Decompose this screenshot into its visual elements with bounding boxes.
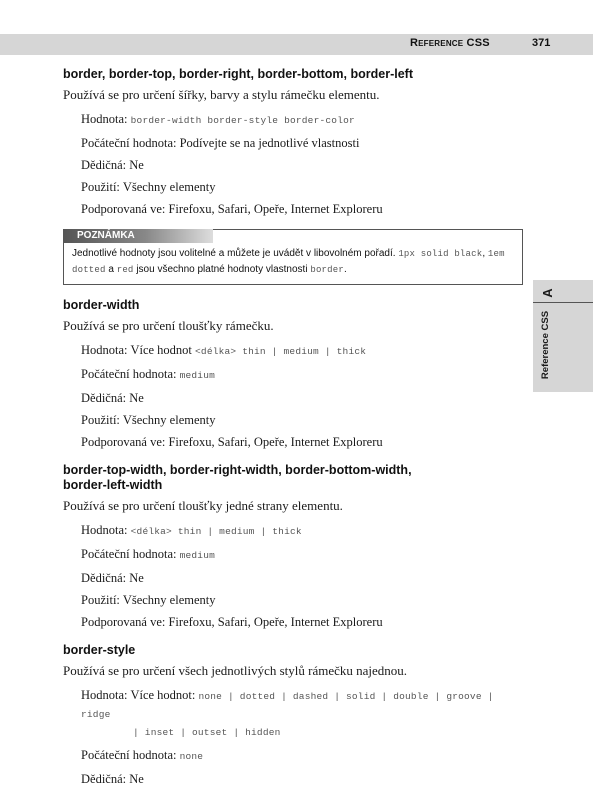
prop-pocatecni [81, 366, 523, 384]
prop-value: Všechny elementy [122, 413, 216, 427]
page-number: 371 [532, 37, 551, 49]
section-title-line: border-top-width, border-right-width, border-bottom-width, [63, 463, 412, 477]
section-desc-border-side-width: Používá se pro určení tloušťky jedné strany elementu. [63, 498, 343, 513]
prop-label: Použití: [81, 413, 120, 427]
prop-hodnota [81, 342, 523, 360]
section-title-line: border-left-width [63, 478, 163, 492]
prop-value: Firefoxu, Safari, Opeře, Internet Exploreru [168, 615, 383, 629]
note-text [64, 243, 522, 278]
prop-label: Podporovaná ve: [81, 615, 166, 629]
note-code: 1em dotted [72, 249, 505, 275]
prop-label: Počáteční hodnota: [81, 547, 177, 561]
prop-value-code: medium [179, 550, 215, 561]
header-bar [0, 34, 593, 55]
note-box [63, 229, 523, 285]
prop-hodnota [81, 111, 523, 129]
prop-dedicna [81, 570, 523, 586]
note-sep: , [482, 248, 486, 259]
prop-value-code: medium [179, 370, 215, 381]
note-code: 1px solid black [398, 249, 483, 259]
prop-hodnota [81, 522, 523, 540]
prop-pouziti [81, 179, 523, 195]
section-title-border: border, border-top, border-right, border-bottom, border-left [63, 67, 413, 81]
prop-podporovana [81, 434, 523, 450]
side-tab-label: Reference CSS [540, 310, 551, 380]
side-tab-divider [533, 302, 593, 303]
prop-value: Ne [129, 158, 144, 172]
prop-label: Počáteční hodnota: [81, 136, 177, 150]
prop-label: Dědičná: [81, 391, 127, 405]
note-code: border [310, 265, 344, 275]
section-title-border-side-width [63, 463, 523, 493]
running-header-title: Reference CSS [410, 37, 490, 49]
prop-label: Hodnota: [81, 523, 128, 537]
note-text-part: Jednotlivé hodnoty jsou volitelné a můžete je uvádět v libovolném pořadí. [72, 248, 396, 259]
prop-dedicna [81, 390, 523, 406]
section-desc-border-style: Používá se pro určení všech jednotlivých stylů rámečku najednou. [63, 663, 408, 678]
prop-value: Firefoxu, Safari, Opeře, Internet Exploreru [168, 435, 383, 449]
prop-label: Hodnota: [81, 688, 128, 702]
prop-value-code: none [179, 751, 204, 762]
section-desc-border: Používá se pro určení šířky, barvy a stylu rámečku elementu. [63, 87, 380, 102]
prop-value-code: border-width border-style border-color [130, 115, 355, 126]
prop-pocatecni [81, 135, 523, 151]
prop-label: Hodnota: [81, 343, 128, 357]
prop-label: Podporovaná ve: [81, 435, 166, 449]
prop-label: Počáteční hodnota: [81, 748, 177, 762]
prop-value-code: | inset | outset | hidden [133, 727, 281, 738]
prop-value: Ne [129, 391, 144, 405]
prop-label: Podporovaná ve: [81, 202, 166, 216]
prop-value: Ne [129, 571, 144, 585]
prop-value-code: <délka> thin | medium | thick [130, 526, 302, 537]
prop-label: Použití: [81, 180, 120, 194]
prop-dedicna [81, 157, 523, 173]
prop-value-prefix: Více hodnot [130, 343, 192, 357]
prop-pouziti [81, 592, 523, 608]
prop-pouziti [81, 412, 523, 428]
prop-value: Všechny elementy [122, 593, 216, 607]
prop-label: Dědičná: [81, 571, 127, 585]
note-end: . [343, 264, 347, 275]
prop-dedicna [81, 771, 523, 787]
prop-value-code: none | dotted | dashed | solid | double | groove | ridge [81, 691, 494, 720]
prop-hodnota-continuation [133, 723, 523, 741]
prop-value-code: <délka> thin | medium | thick [195, 346, 367, 357]
prop-value: Ne [129, 772, 144, 786]
prop-value: Všechny elementy [122, 180, 216, 194]
prop-label: Použití: [81, 593, 120, 607]
prop-label: Hodnota: [81, 112, 128, 126]
prop-value: Firefoxu, Safari, Opeře, Internet Exploreru [168, 202, 383, 216]
note-text-part: jsou všechno platné hodnoty vlastnosti [136, 264, 308, 275]
prop-value-prefix: Více hodnot: [130, 688, 196, 702]
prop-podporovana [81, 614, 523, 630]
prop-label: Dědičná: [81, 158, 127, 172]
note-and: a [108, 264, 114, 275]
prop-hodnota [81, 687, 523, 723]
prop-label: Dědičná: [81, 772, 127, 786]
prop-podporovana [81, 201, 523, 217]
note-label: POZNÁMKA [63, 229, 213, 243]
prop-label: Počáteční hodnota: [81, 367, 177, 381]
prop-pocatecni [81, 747, 523, 765]
section-title-border-style: border-style [63, 643, 136, 657]
page-content [63, 67, 523, 787]
section-title-border-width: border-width [63, 298, 140, 312]
section-desc-border-width: Používá se pro určení tloušťky rámečku. [63, 318, 274, 333]
note-code: red [116, 265, 134, 275]
prop-pocatecni [81, 546, 523, 564]
prop-value: Podívejte se na jednotlivé vlastnosti [179, 136, 360, 150]
side-tab-letter: A [540, 288, 555, 298]
